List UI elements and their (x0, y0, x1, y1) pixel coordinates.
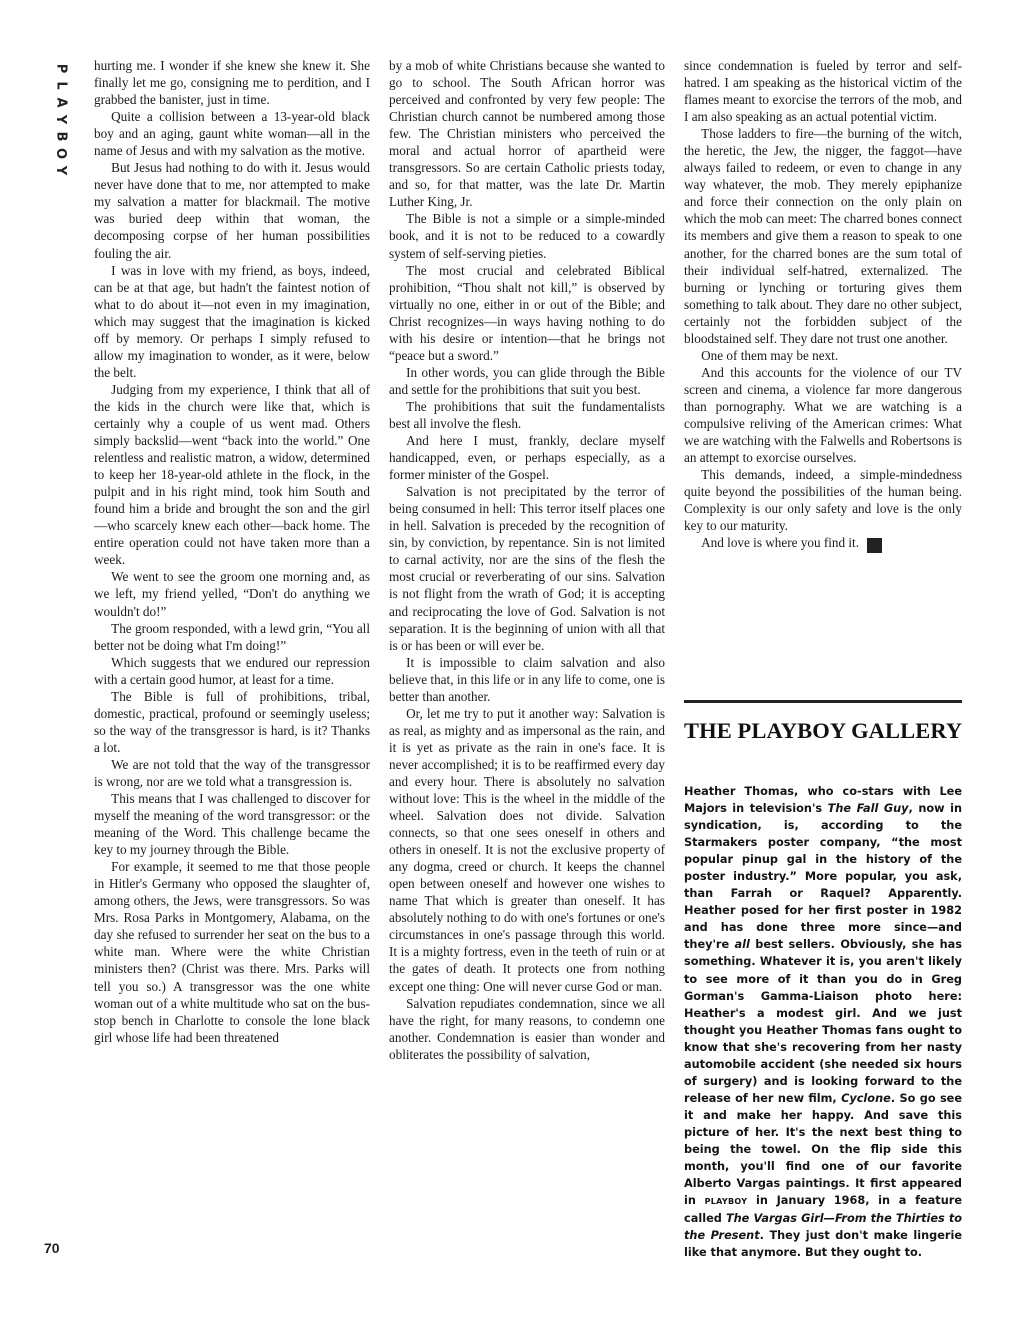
paragraph: And here I must, frankly, declare myself handicapped, even, or perhaps especially, as a former minister of the Gospel. (389, 433, 665, 483)
vertical-running-head (52, 60, 70, 179)
running-head-letter: Y (53, 165, 69, 176)
paragraph: Judging from my experience, I think that all of the kids in the church were like that, which is certainly why a couple of us went mad. Others simply backslid—went “back into the world.” One relentless and realistic matron, a widow, determined to keep her 18-year-old athlete in the flock, in the pulpit and in his right mind, took him South and found him a bride and brought the son and the girl—who scarcely knew each other—back home. The entire operation could not have taken more than a week. (94, 381, 370, 568)
caption-italic: The Vargas Girl—From the Thirties to the Present (684, 1212, 962, 1243)
paragraph: The Bible is not a simple or a simple-minded book, and it is not to be reduced to a cowardly system of self-serving pieties. (389, 211, 665, 261)
gallery-caption (684, 783, 962, 1261)
paragraph: The prohibitions that suit the fundamentalists best all involve the flesh. (389, 398, 665, 431)
paragraph: by a mob of white Christians because she wanted to go to school. The South African horror was perceived and confronted by very few people: The Christian church cannot be numbered among those few. The Christian ministers who perceived the moral and actual horror of apartheid were transgressors. So are certain Catholic priests today, and so, for that matter, was the late Dr. Martin Luther King, Jr. (389, 58, 665, 210)
caption-text: in January 1968, in a feature called (684, 1194, 962, 1226)
paragraph: For example, it seemed to me that those people in Hitler's Germany who opposed the slaughter of, among others, the Jews, were transgressors. So was Mrs. Rosa Parks in Montgomery, Alabama, on the day she refused to surrender her seat on the bus to a white man. Where were the white Christian ministers then? (Christ was there. Mrs. Parks will tell you so.) A transgressor was the one white woman out of a white multitude who sat on the bus-stop bench in Charlotte to console the lone black girl whose life had been threatened (94, 859, 370, 1045)
article-column-2 (389, 57, 665, 1063)
caption-italic: all (734, 938, 750, 952)
caption-text: Heather Thomas, who co-stars with Lee Majors in television's (684, 785, 962, 816)
paragraph: Quite a collision between a 13-year-old black boy and an aging, gaunt white woman—all in the name of Jesus and with my salvation as the motive. (94, 109, 370, 159)
running-head-letter: A (53, 97, 69, 108)
caption-text: , now in syndication, is, according to the Starmakers poster company, “the most popular pinup gal in the history of the poster industry.” More popular, you ask, than Farrah or Raquel? Apparently. Heather posed for her first poster in 1982 and has done three more since—and they're (684, 802, 963, 952)
section-divider (684, 700, 962, 703)
caption-text: . They just don't make lingerie like that anymore. But they ought to. (684, 1229, 962, 1260)
article-column-1 (94, 57, 370, 1046)
rabbit-end-mark-icon: Y (867, 538, 882, 553)
running-head-letter: L (53, 81, 69, 90)
running-head-letter: O (53, 147, 69, 160)
caption-small-caps: PLAYBOY (704, 1197, 748, 1207)
paragraph: Which suggests that we endured our repression with a certain good humor, at least for a time. (94, 654, 370, 687)
paragraph: The most crucial and celebrated Biblical prohibition, “Thou shalt not kill,” is observed by virtually no one, either in or out of the Bible; and Christ recognizes—in ways having nothing to do with his desire or intention—that he brings not “peace but a sword.” (389, 262, 665, 363)
paragraph: hurting me. I wonder if she knew she knew it. She finally let me go, consigning me to perdition, and I grabbed the banister, just in time. (94, 58, 370, 108)
caption-text: best sellers. Obviously, she has something. Whatever it is, you aren't likely to see more of it than you do in Greg Gorman's Gamma-Liaison photo here: Heather's a modest girl. And we just thought you Heather Thomas fans ought to know that she's recovering from her nasty automobile accident (she needed six hours of surgery) and is looking forward to the release of her new film, (684, 938, 962, 1105)
paragraph: We are not told that the way of the transgressor is wrong, nor are we told what a transgression is. (94, 756, 370, 789)
paragraph: Salvation is not precipitated by the terror of being consumed in hell: This terror itself places one in hell. Salvation is preceded by the recognition of sin, by conviction, by repentance. Sin is not limited to carnal activity, nor are the sins of the flesh the most crucial or reverberating of our sins. Salvation is not flight from the wrath of God; it is accepting and reciprocating the love of God. Salvation is not separation. It is the beginning of union with all that is or has been or will ever be. (389, 484, 665, 653)
paragraph: This means that I was challenged to discover for myself the meaning of the word transgressor: or the meaning of the Word. This challenge became the key to my journey through the Bible. (94, 791, 370, 858)
paragraph: In other words, you can glide through the Bible and settle for the prohibitions that suit you best. (389, 364, 665, 397)
paragraph: Those ladders to fire—the burning of the witch, the heretic, the Jew, the nigger, the faggot—have always failed to redeem, or even to change in any way whatever, the mob. They merely epiphanize and force their connection on the only plain on which the mob can meet: The charred bones connect its members and give them a reason to speak to one another, for the charred bones are the sum total of their individual self-hatred, externalized. The burning or lynching or torturing gives them something to talk about. They dare no other subject, certainly not the forbidden subject of the bloodstained self. They dare not trust one another. (684, 126, 962, 346)
running-head-letter: B (53, 131, 69, 142)
paragraph: But Jesus had nothing to do with it. Jesus would never have done that to me, nor attempted to make my salvation a matter for blackmail. The motive was buried deep within that woman, the decomposing corpse of her human possibilities fouling the air. (94, 160, 370, 261)
article-column-3 (684, 57, 962, 553)
paragraph: since condemnation is fueled by terror and self-hatred. I am speaking as the historical victim of the flames meant to exorcise the terrors of the mob, and I am also speaking as an actual potential victim. (684, 58, 962, 125)
gallery-heading: THE PLAYBOY GALLERY (684, 718, 963, 743)
paragraph: This demands, indeed, a simple-mindedness quite beyond the possibilities of the human being. Complexity is our only safety and love is the only key to our maturity. (684, 467, 962, 534)
paragraph: It is impossible to claim salvation and also believe that, in this life or in any life to come, one is better than another. (389, 654, 665, 704)
running-head-letter: P (53, 63, 69, 74)
caption-text: . So go see it and make her happy. And save this picture of her. It's the next best thing to being the towel. On the flip side this month, you'll find one of our favorite Alberto Vargas paintings. It first appeared in (684, 1091, 963, 1208)
paragraph: We went to see the groom one morning and, as we left, my friend yelled, “Don't do anything we wouldn't do!” (94, 569, 370, 619)
caption-italic: The Fall Guy (827, 802, 909, 816)
paragraph: I was in love with my friend, as boys, indeed, can be at that age, but hadn't the faintest notion of what to do about it—not even in my imagination, which may suggest that the imagination is kicked off by memory. Or perhaps I simply refused to allow my imagination to wonder, as it were, below the belt. (94, 262, 370, 380)
paragraph: One of them may be next. (701, 347, 839, 363)
paragraph: And this accounts for the violence of our TV screen and cinema, a violence far more dangerous than pornography. What we are watching is a compulsive reliving of the American crimes: What we are watching with the Falwells and Robertsons is an attempt to exorcise ourselves. (684, 364, 962, 466)
running-head-letter: Y (53, 114, 69, 125)
caption-italic: Cyclone (841, 1091, 891, 1105)
page-number: 70 (44, 1240, 60, 1256)
paragraph: Or, let me try to put it another way: Salvation is as real, as mighty and as impersonal as the rain, and it is yet as private as the rain in one's face. It is never accomplished; it is to be reaffirmed every day and every hour. There is absolutely no salvation without love: This is the wheel in the middle of the wheel. Salvation does not divide. Salvation connects, so that one sees oneself in others and others in oneself. It is not the exclusive property of any dogma, creed or church. It keeps the channel open between oneself and however one wishes to name That which is greater than oneself. It has absolutely nothing to do with one's fortunes or one's circumstances in one's passage through this world. It is a mighty fortress, even in the teeth of ruin or at the gates of death. It protects one from nothing except one thing: One will never curse God or man. (389, 705, 665, 994)
paragraph: The groom responded, with a lewd grin, “You all better not be doing what I'm doing!” (94, 620, 370, 653)
paragraph: Salvation repudiates condemnation, since we all have the right, for many reasons, to condemn one another. Condemnation is easier than wonder and obliterates the possibility of salvation, (389, 995, 665, 1062)
paragraph: The Bible is full of prohibitions, tribal, domestic, practical, profound or seemingly useless; so the way of the transgressor is hard, is it? Thanks a lot. (94, 688, 370, 755)
paragraph-text: And love is where you find it. (701, 535, 860, 551)
closing-paragraph (684, 534, 962, 553)
